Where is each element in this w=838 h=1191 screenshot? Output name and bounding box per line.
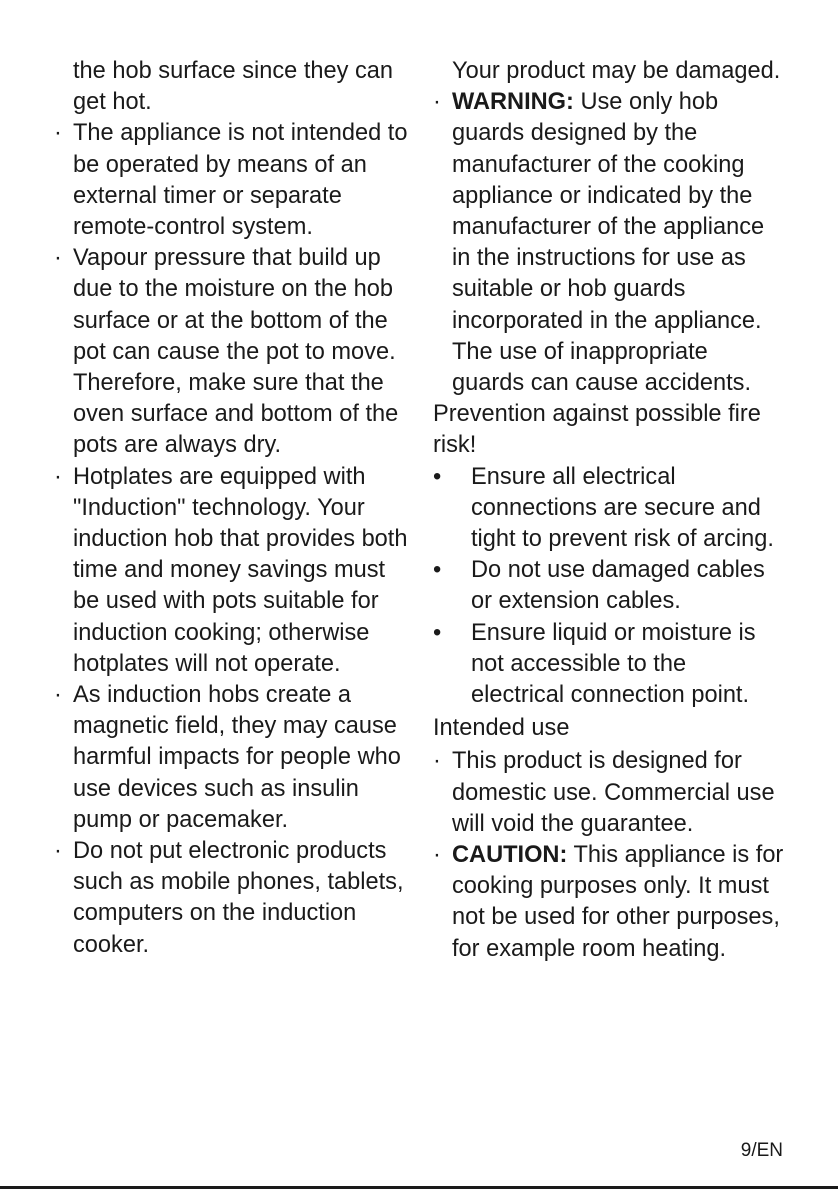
list-item-text: As induction hobs create a magnetic field, they may cause harmful impacts for people who use devices such as insulin pump or pacemaker. [73,682,401,833]
bullet-dot: · [433,89,441,116]
bullet-dot: · [54,463,62,490]
bullet-dot: · [54,245,62,272]
bullet-dot: • [433,557,442,584]
list-item-text: The appliance is not intended to be operated by means of an external timer or separate remote-control system. [73,120,408,241]
caution-label: CAUTION: [452,842,568,869]
right-column [433,56,785,965]
caution-text: This appliance is for cooking purposes only. It must not be used for other purposes, for example room heating. [452,842,784,962]
list-item-text: Do not put electronic products such as mobile phones, tablets, computers on the induction cooker. [73,838,404,958]
fire-risk-heading: Prevention against possible fire risk! [433,401,761,459]
list-item [54,680,410,836]
intended-use-list [433,746,785,964]
right-continuation-text: Your product may be damaged. [452,58,781,84]
list-item [54,243,410,461]
left-safety-list [54,118,410,960]
bullet-dot: · [54,120,62,147]
left-continuation-text: the hob surface since they can get hot. [73,58,394,116]
list-item-text: Ensure all electrical connections are secure and tight to prevent risk of arcing. [471,463,774,553]
bullet-dot: · [54,682,62,709]
list-item [54,118,410,243]
list-item [433,555,785,617]
list-item-text: Vapour pressure that build up due to the moisture on the hob surface or at the bottom of the pot can cause the pot to move. Therefore, make sure that the oven surface and bottom of the pots are always dry. [73,245,399,459]
list-item-text: This product is designed for domestic use. Commercial use will void the guarantee. [452,748,775,837]
warning-text: Use only hob guards designed by the manufacturer of the cooking appliance or indicated by the manufacturer of the appliance in the instructions for use as suitable or hob guards incorporated in the appliance. The use of inappropriate guards can cause accidents. [452,89,765,397]
list-item [433,840,785,965]
bullet-dot: · [433,748,441,775]
warning-label: WARNING: [452,89,574,116]
bullet-dot: • [433,619,442,646]
list-item [433,746,785,840]
list-item [433,462,785,556]
list-item [54,836,410,961]
list-item-text: Ensure liquid or moisture is not accessible to the electrical connection point. [471,619,756,709]
list-item [54,462,410,680]
bullet-dot: · [433,842,441,869]
fire-risk-list [433,462,785,712]
list-item [433,618,785,712]
intended-use-heading: Intended use [433,715,570,742]
bullet-dot: · [54,838,62,865]
list-item-text: Do not use damaged cables or extension cables. [471,557,765,615]
left-column [54,56,410,961]
warning-list [433,87,785,399]
list-item [433,87,785,399]
page-number: 9/EN [740,1140,783,1161]
list-item-text: Hotplates are equipped with "Induction" technology. Your induction hob that provides both time and money savings must be used with pots suitable for induction cooking; otherwise hotplates will not operate. [73,463,408,677]
footer-divider [0,1186,838,1189]
bullet-dot: • [433,463,442,490]
